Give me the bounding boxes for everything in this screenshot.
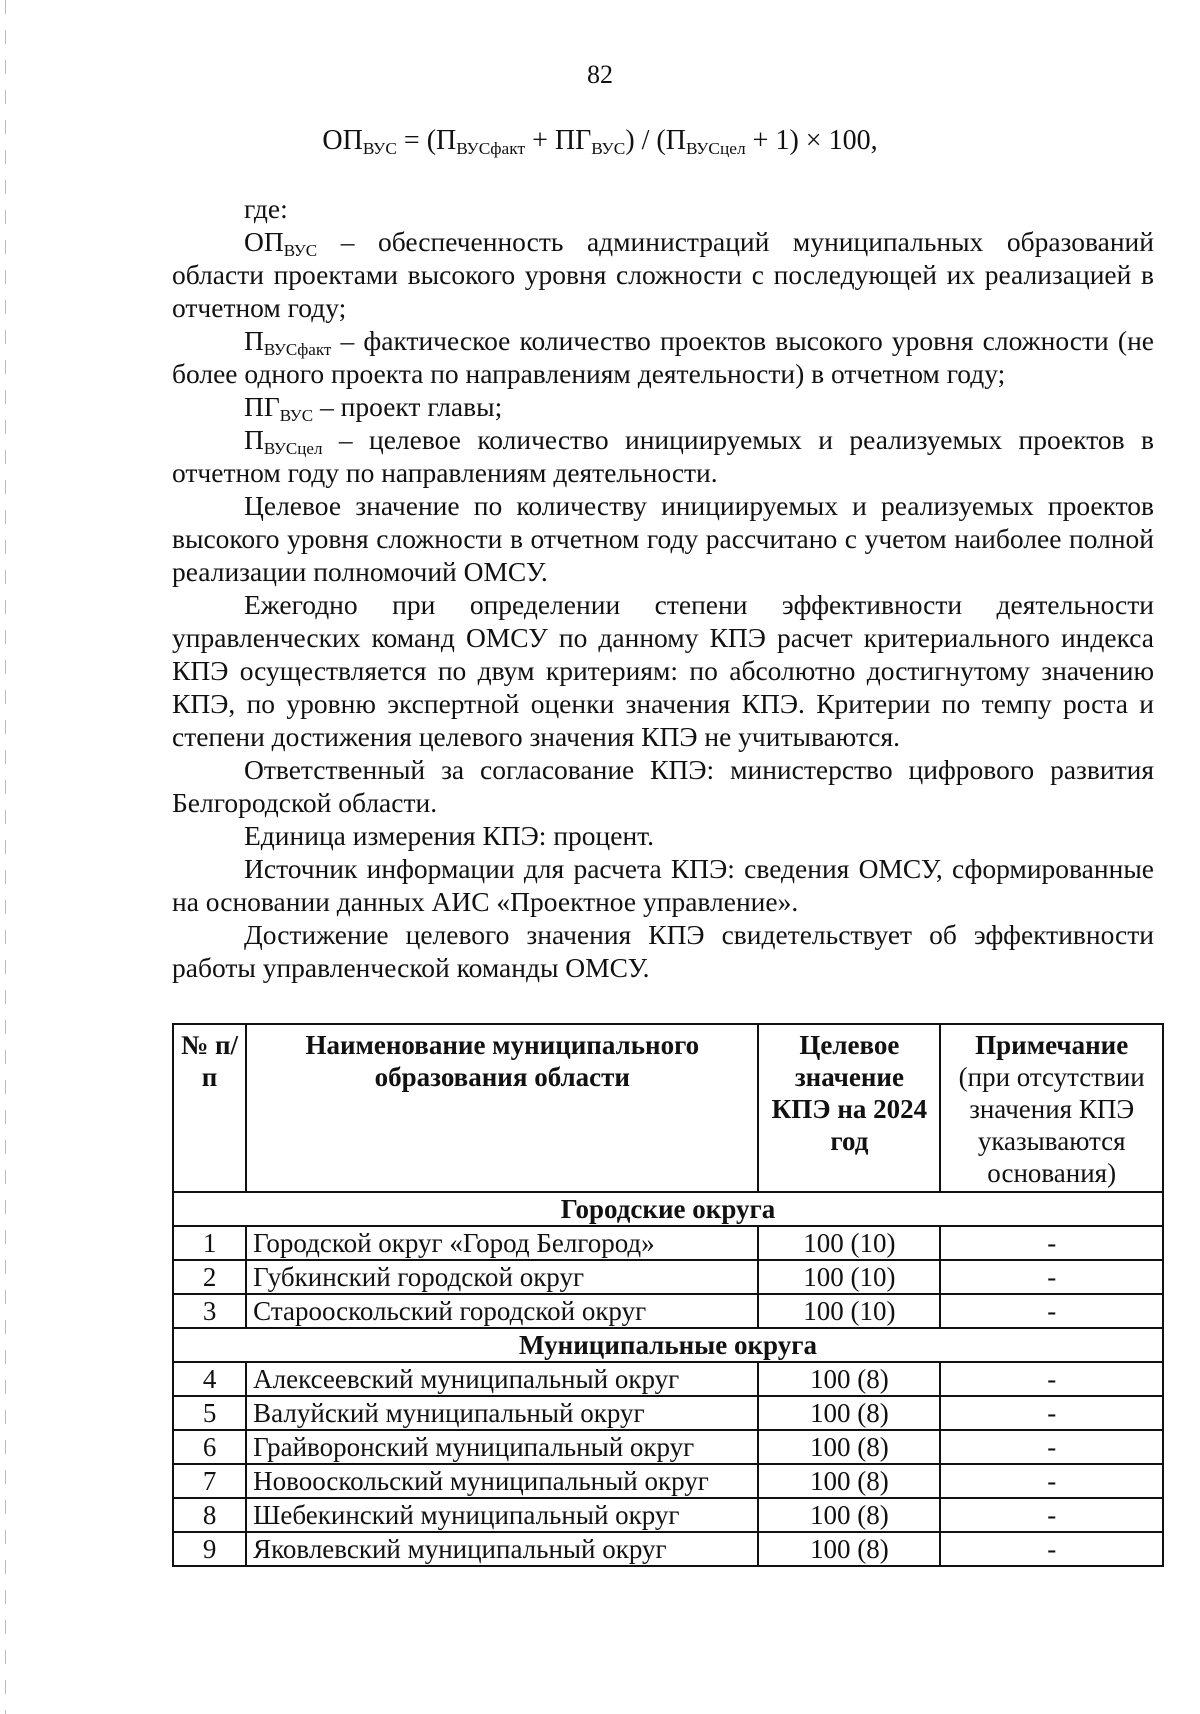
definition-symbol-sub: ВУСцел bbox=[263, 438, 323, 458]
formula-term-3: ) / (П bbox=[625, 125, 686, 156]
formula-term-1: = (П bbox=[396, 125, 457, 156]
header-note bbox=[940, 1024, 1163, 1192]
row-note: - bbox=[940, 1362, 1163, 1396]
paragraph-criteria: Ежегодно при определении степени эффективности деятельности управленческих команд ОМСУ по данному КПЭ расчет критериального индекса КПЭ осуществляется по двум критериям: по абсолютно достигнутому значению КПЭ, по уровню экспертной оценки значения КПЭ. Критерии по темпу роста и степени достижения целевого значения КПЭ не учитываются. bbox=[172, 589, 1154, 752]
definition-symbol-sub: ВУС bbox=[279, 405, 314, 425]
header-note-title: Примечание bbox=[975, 1030, 1129, 1060]
formula-lhs-sub: ВУС bbox=[362, 138, 397, 158]
header-note-detail: (при отсутствии значения КПЭ указываются основания) bbox=[958, 1062, 1145, 1188]
row-name: Шебекинский муниципальный округ bbox=[246, 1498, 758, 1532]
paragraph-source: Источник информации для расчета КПЭ: сведения ОМСУ, сформированные на основании данных АИС «Проектное управление». bbox=[172, 853, 1154, 917]
row-num: 1 bbox=[173, 1226, 246, 1260]
definition bbox=[172, 390, 1154, 423]
scan-edge-line bbox=[5, 0, 6, 1714]
paragraph-unit: Единица измерения КПЭ: процент. bbox=[244, 820, 655, 851]
section-city: Городские округа bbox=[173, 1192, 1163, 1226]
row-name: Губкинский городской округ bbox=[246, 1260, 758, 1294]
formula-term-2-sub: ВУС bbox=[591, 138, 626, 158]
row-num: 9 bbox=[173, 1532, 246, 1566]
formula-term-2: + ПГ bbox=[525, 125, 592, 156]
where-label: где: bbox=[244, 193, 288, 224]
row-value: 100 (8) bbox=[758, 1362, 940, 1396]
kpe-table bbox=[172, 1023, 1164, 1567]
row-value: 100 (8) bbox=[758, 1430, 940, 1464]
row-value: 100 (8) bbox=[758, 1532, 940, 1566]
row-note: - bbox=[940, 1226, 1163, 1260]
definition-text: – фактическое количество проектов высокого уровня сложности (не более одного проекта по направлениям деятельности) в отчетном году; bbox=[172, 325, 1154, 389]
definition-symbol: ОП bbox=[244, 226, 284, 257]
table-row bbox=[173, 1396, 1163, 1430]
definition bbox=[172, 225, 1154, 324]
definition-text: – обеспеченность администраций муниципальных образований области проектами высокого уровня сложности с последующей их реализацией в отчетном году; bbox=[172, 226, 1154, 323]
definition-symbol-sub: ВУС bbox=[283, 240, 318, 260]
section-row bbox=[173, 1192, 1163, 1226]
formula-term-3-sub: ВУСцел bbox=[685, 138, 746, 158]
row-note: - bbox=[940, 1532, 1163, 1566]
row-note: - bbox=[940, 1430, 1163, 1464]
row-note: - bbox=[940, 1260, 1163, 1294]
body-text bbox=[172, 192, 1154, 984]
table-row bbox=[173, 1430, 1163, 1464]
page-number: 82 bbox=[587, 60, 613, 89]
header-name: Наименование муниципального образования области bbox=[246, 1024, 758, 1192]
section-municipal: Муниципальные округа bbox=[173, 1328, 1163, 1362]
row-note: - bbox=[940, 1498, 1163, 1532]
row-note: - bbox=[940, 1396, 1163, 1430]
row-name: Алексеевский муниципальный округ bbox=[246, 1362, 758, 1396]
header-value: Целевое значение КПЭ на 2024 год bbox=[758, 1024, 940, 1192]
row-num: 3 bbox=[173, 1294, 246, 1328]
definition-text: – проект главы; bbox=[313, 391, 503, 422]
paragraph-responsible: Ответственный за согласование КПЭ: министерство цифрового развития Белгородской области. bbox=[172, 754, 1154, 818]
definition-symbol: П bbox=[244, 424, 264, 455]
formula-lhs: ОП bbox=[322, 125, 363, 156]
table-header-row bbox=[173, 1024, 1163, 1192]
table-row bbox=[173, 1226, 1163, 1260]
row-num: 6 bbox=[173, 1430, 246, 1464]
header-num: № п/п bbox=[173, 1024, 246, 1192]
formula bbox=[0, 125, 1200, 157]
row-value: 100 (8) bbox=[758, 1396, 940, 1430]
formula-term-1-sub: ВУСфакт bbox=[456, 138, 526, 158]
row-num: 8 bbox=[173, 1498, 246, 1532]
row-name: Яковлевский муниципальный округ bbox=[246, 1532, 758, 1566]
row-num: 2 bbox=[173, 1260, 246, 1294]
paragraph-target-value: Целевое значение по количеству инициируемых и реализуемых проектов высокого уровня сложности в отчетном году рассчитано с учетом наиболее полной реализации полномочий ОМСУ. bbox=[172, 490, 1154, 587]
definition bbox=[172, 324, 1154, 390]
formula-term-4: + 1) × 100, bbox=[745, 125, 878, 156]
row-name: Грайворонский муниципальный округ bbox=[246, 1430, 758, 1464]
paragraph-achievement: Достижение целевого значения КПЭ свидетельствует об эффективности работы управленческой команды ОМСУ. bbox=[172, 919, 1154, 983]
row-name: Новооскольский муниципальный округ bbox=[246, 1464, 758, 1498]
definition-text: – целевое количество инициируемых и реализуемых проектов в отчетном году по направлениям деятельности. bbox=[172, 424, 1154, 488]
row-value: 100 (10) bbox=[758, 1294, 940, 1328]
table-row bbox=[173, 1464, 1163, 1498]
row-note: - bbox=[940, 1294, 1163, 1328]
definition-symbol-sub: ВУСфакт bbox=[263, 339, 332, 359]
table-row bbox=[173, 1362, 1163, 1396]
row-name: Городской округ «Город Белгород» bbox=[246, 1226, 758, 1260]
row-value: 100 (10) bbox=[758, 1226, 940, 1260]
row-name: Валуйский муниципальный округ bbox=[246, 1396, 758, 1430]
table-row bbox=[173, 1260, 1163, 1294]
row-num: 7 bbox=[173, 1464, 246, 1498]
row-num: 4 bbox=[173, 1362, 246, 1396]
row-value: 100 (10) bbox=[758, 1260, 940, 1294]
table-row bbox=[173, 1498, 1163, 1532]
table-row bbox=[173, 1294, 1163, 1328]
row-value: 100 (8) bbox=[758, 1498, 940, 1532]
row-num: 5 bbox=[173, 1396, 246, 1430]
row-note: - bbox=[940, 1464, 1163, 1498]
table-row bbox=[173, 1532, 1163, 1566]
row-name: Старооскольский городской округ bbox=[246, 1294, 758, 1328]
row-value: 100 (8) bbox=[758, 1464, 940, 1498]
section-row bbox=[173, 1328, 1163, 1362]
definition-symbol: ПГ bbox=[244, 391, 280, 422]
definition bbox=[172, 423, 1154, 489]
definition-symbol: П bbox=[244, 325, 264, 356]
